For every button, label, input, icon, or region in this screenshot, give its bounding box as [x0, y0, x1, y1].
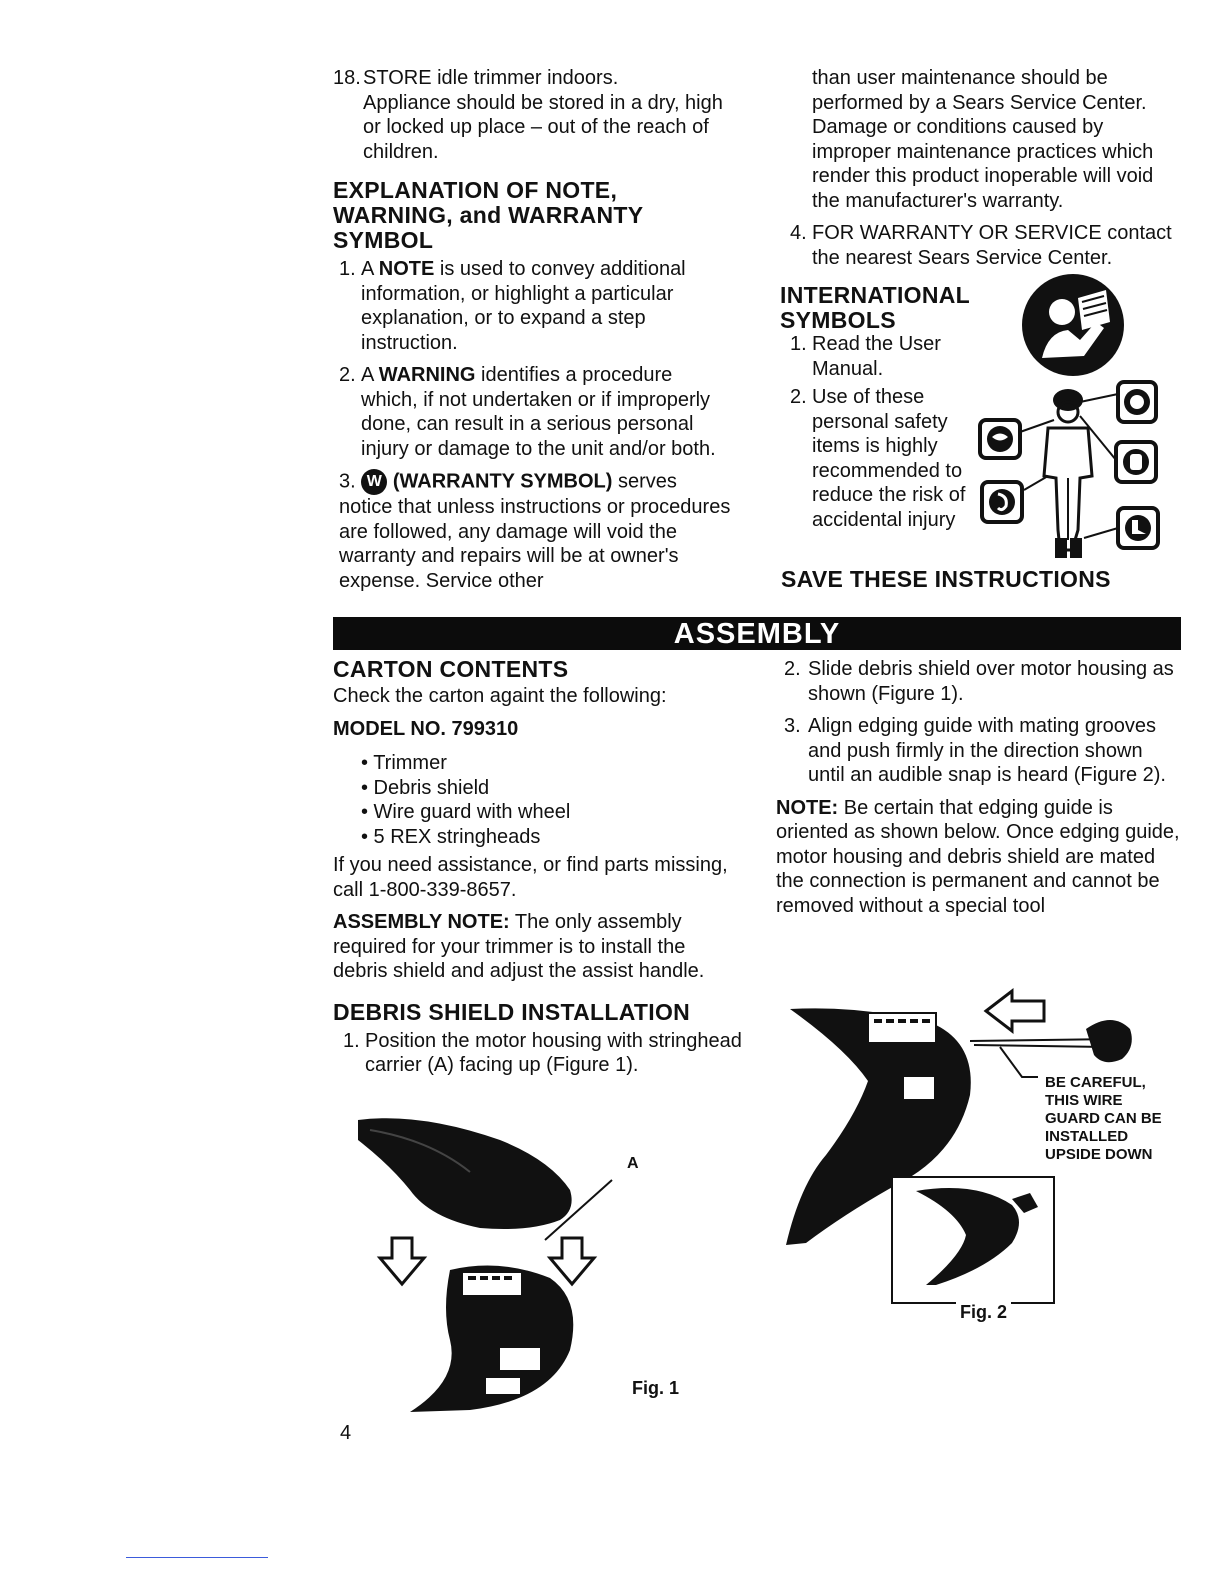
item-18 [333, 66, 733, 164]
intl-item-2: 2. Use of these personal safety items is highly recommended to reduce the risk of accidental injury [790, 386, 966, 531]
down-arrow-icon [550, 1238, 594, 1284]
assembly-note: ASSEMBLY NOTE: The only assembly required for your trimmer is to install the debris shield and adjust the assist handle. [333, 911, 705, 982]
item-18-body: Appliance should be stored in a dry, high or locked up place – out of the reach of children. [363, 91, 723, 163]
step-2: 2. Slide debris shield over motor housing as shown (Figure 1). [784, 658, 1174, 705]
save-instructions: SAVE THESE INSTRUCTIONS [781, 566, 1111, 592]
figure-2-caption: Fig. 2 [956, 1302, 1011, 1323]
worker-figure [1044, 389, 1092, 558]
international-symbols-heading: INTERNATIONAL SYMBOLS [780, 282, 970, 333]
read-manual-icon [1020, 272, 1126, 378]
eye-protection-icon [980, 420, 1020, 458]
item-4: 4. FOR WARRANTY OR SERVICE contact the nearest Sears Service Center. [790, 222, 1172, 269]
explanation-item-warranty: 3. W (WARRANTY SYMBOL) serves notice that unless instructions or procedures are followed, any damage will void the warranty and repairs will be at owner's expense. Service other [339, 470, 731, 592]
ear-protection-icon [982, 482, 1022, 522]
hard-hat-icon [1118, 382, 1156, 422]
service-continued-text: than user maintenance should be performed by a Sears Service Center. Damage or conditions caused by improper maintenance practices which render this product inoperable will void the manufacturer's warranty. [812, 67, 1154, 212]
down-arrow-icon [380, 1238, 424, 1284]
explanation-item-note: 1. A NOTE is used to convey additional information, or highlight a particular explanation, or to expand a step instruction. [339, 258, 686, 354]
page-number: 4 [340, 1422, 352, 1444]
figure-2-inset [892, 1177, 1054, 1303]
bottom-left-column [333, 657, 743, 1078]
explanation-heading: EXPLANATION OF NOTE, WARNING, and WARRANTY SYMBOL [333, 177, 643, 253]
item-18-number: 18. [333, 67, 361, 89]
check-carton-text: Check the carton againt the following: [333, 685, 667, 707]
wire-guard-callout: BE CAREFUL, THIS WIRE GUARD CAN BE INSTALLED UPSIDE DOWN [1045, 1074, 1162, 1163]
carton-contents-heading: CARTON CONTENTS [333, 656, 569, 682]
left-arrow-icon [986, 991, 1044, 1031]
top-right-column [780, 66, 1180, 270]
explanation-item-warning: 2. A WARNING identifies a procedure which, if not undertaken or if improperly done, can result in a serious personal injury or damage to the unit and/or both. [339, 364, 716, 460]
list-item: • Trimmer [361, 752, 447, 774]
debris-shield-heading: DEBRIS SHIELD INSTALLATION [333, 998, 691, 1025]
step-3: 3. Align edging guide with mating grooves and push firmly in the direction shown until an audible snap is heard (Figure 2). [784, 715, 1166, 786]
intl-item-1: 1. Read the User Manual. [790, 333, 941, 380]
gloves-icon [1116, 442, 1156, 482]
list-item: • 5 REX stringheads [361, 825, 541, 848]
list-item: • Wire guard with wheel [361, 801, 571, 823]
edging-guide-note: NOTE: Be certain that edging guide is oriented as shown below. Once edging guide, motor housing and debris shield are mated the connection is permanent and cannot be removed without a special tool [776, 796, 1180, 917]
safety-equipment-figure [976, 380, 1164, 562]
figure-1-illustration [350, 1110, 650, 1420]
step-1: 1. Position the motor housing with stringhead carrier (A) facing up (Figure 1). [343, 1029, 742, 1076]
warranty-symbol-icon: W [361, 469, 387, 495]
assembly-section-bar: ASSEMBLY [333, 617, 1181, 650]
list-item: • Debris shield [361, 776, 490, 799]
bottom-right-column [776, 657, 1180, 918]
figure-1-caption: Fig. 1 [632, 1378, 680, 1398]
figure-1-label-a: A [627, 1155, 639, 1172]
footer-rule [126, 1557, 268, 1558]
model-number: MODEL NO. 799310 [333, 717, 519, 740]
item-18-heading: STORE idle trimmer indoors. [363, 67, 619, 89]
safety-boots-icon [1118, 508, 1158, 548]
top-left-column [333, 66, 733, 593]
assistance-text: If you need assistance, or find parts missing, call 1-800-339-8657. [333, 854, 728, 901]
